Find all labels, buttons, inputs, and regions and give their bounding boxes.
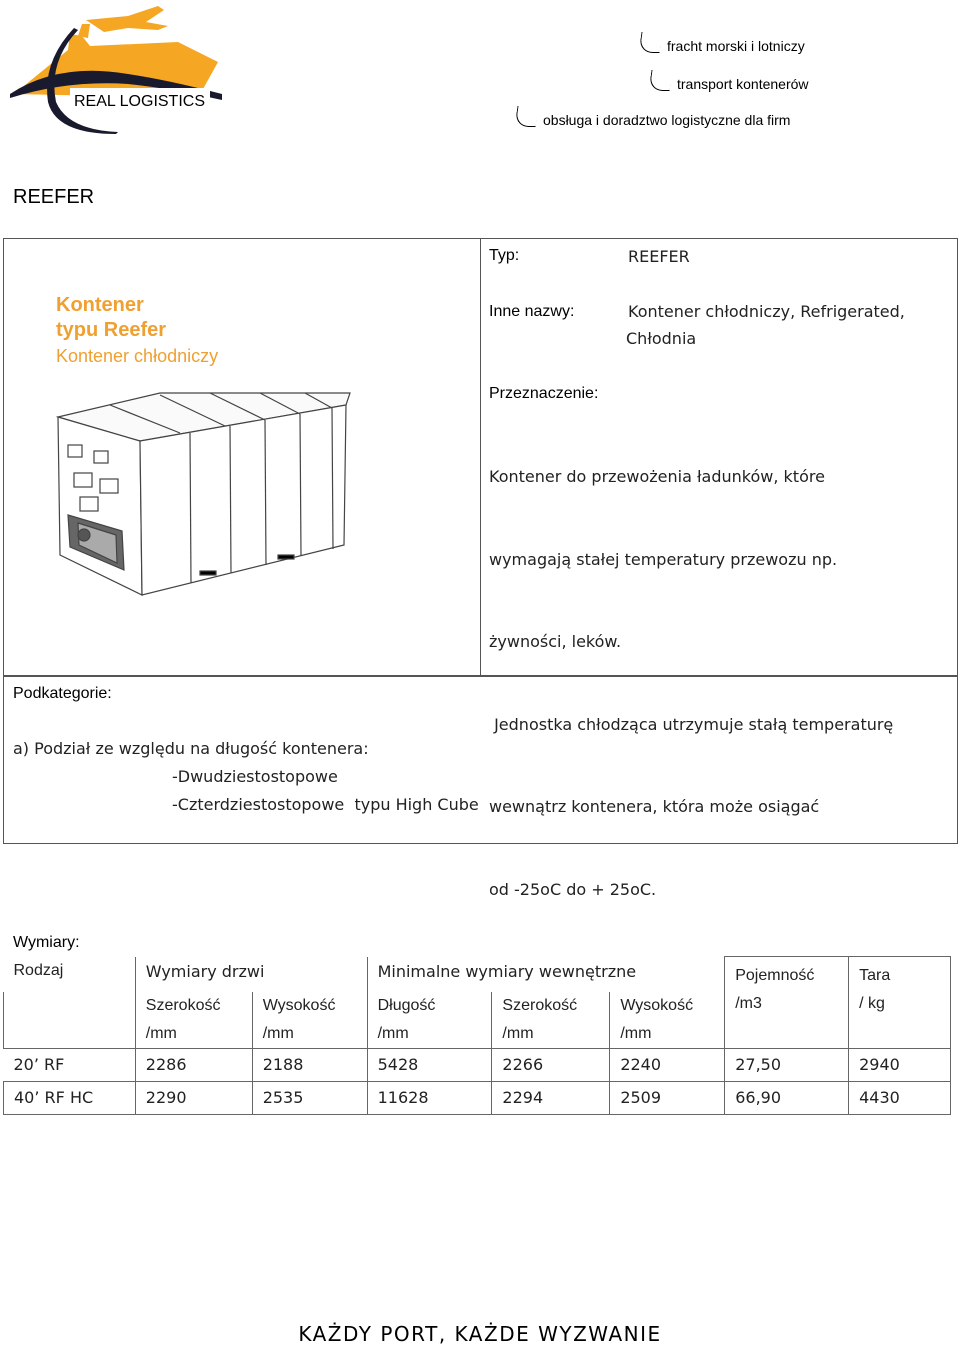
swoosh-icon — [649, 70, 673, 91]
typ-value: REEFER — [628, 247, 690, 266]
swoosh-icon — [515, 106, 539, 127]
cell-tara: 4430 — [849, 1081, 951, 1114]
podkategorie-line-a: a) Podział ze względu na długość kontenera: — [13, 739, 369, 758]
cell-wewn-szerokosc: 2294 — [492, 1081, 610, 1114]
image-title: Kontener typu Reefer — [56, 294, 167, 341]
podkategorie-item-1: -Dwudziestostopowe — [172, 767, 338, 786]
inne-nazwy-label: Inne nazwy: — [489, 303, 575, 320]
cell-drzwi-wysokosc: 2535 — [252, 1081, 367, 1114]
inne-nazwy-value-line1: Kontener chłodniczy, Refrigerated, — [628, 302, 905, 321]
cell-pojemnosc: 66,90 — [725, 1081, 849, 1114]
swoosh-icon — [639, 32, 663, 53]
header-rodzaj: Rodzaj — [4, 957, 136, 992]
reefer-container-illustration — [50, 385, 360, 605]
cell-drzwi-szerokosc: 2290 — [135, 1081, 252, 1114]
przeznaczenie-label: Przeznaczenie: — [489, 385, 599, 402]
service-item-transport: transport kontenerów — [650, 70, 809, 92]
service-item-fracht: fracht morski i lotniczy — [640, 32, 805, 54]
cell-pojemnosc: 27,50 — [725, 1048, 849, 1081]
subheader-wewn-wysokosc: Wysokość /mm — [610, 992, 725, 1049]
header-pojemnosc: Pojemność /m3 — [725, 957, 849, 1049]
podkategorie-item-2: -Czterdziestostopowe typu High Cube — [172, 795, 479, 814]
subheader-empty — [4, 992, 136, 1049]
cell-wewn-wysokosc: 2509 — [610, 1081, 725, 1114]
table-row — [4, 1048, 951, 1081]
info-box-divider — [480, 238, 481, 675]
cell-wewn-szerokosc: 2266 — [492, 1048, 610, 1081]
subheader-wewn-szerokosc: Szerokość /mm — [492, 992, 610, 1049]
cell-dlugosc: 11628 — [367, 1081, 492, 1114]
logo-text: REAL LOGISTICS — [74, 93, 205, 110]
table-header-row — [4, 957, 951, 992]
header-tara: Tara / kg — [849, 957, 951, 1049]
cell-tara: 2940 — [849, 1048, 951, 1081]
cell-wewn-wysokosc: 2240 — [610, 1048, 725, 1081]
subheader-dlugosc: Długość /mm — [367, 992, 492, 1049]
przeznaczenie-text: Kontener do przewożenia ładunków, które wymagają stałej temperatury przewozu np. żywności, leków. Jednostka chłodząca utrzymuje stałą temperaturę wewnątrz kontenera, która może osiągać od -25oC do + 25oC. — [489, 467, 894, 899]
cell-rodzaj: 40’ RF HC — [4, 1081, 136, 1114]
inne-nazwy-value-line2: Chłodnia — [626, 329, 697, 348]
document-title: REEFER — [13, 186, 95, 208]
subheader-drzwi-wysokosc: Wysokość /mm — [252, 992, 367, 1049]
footer-slogan: KAŻDY PORT, KAŻDE WYZWANIE — [298, 1322, 662, 1346]
cell-drzwi-wysokosc: 2188 — [252, 1048, 367, 1081]
dimensions-table — [3, 956, 951, 1115]
header-wymiary-wewnetrzne: Minimalne wymiary wewnętrzne — [367, 957, 725, 992]
image-subtitle: Kontener chłodniczy — [56, 346, 219, 366]
company-logo — [8, 2, 228, 137]
subheader-drzwi-szerokosc: Szerokość /mm — [135, 992, 252, 1049]
podkategorie-label: Podkategorie: — [13, 685, 112, 702]
service-item-doradztwo: obsługa i doradztwo logistyczne dla firm — [516, 106, 790, 128]
wymiary-label: Wymiary: — [13, 934, 80, 951]
cell-dlugosc: 5428 — [367, 1048, 492, 1081]
header-wymiary-drzwi: Wymiary drzwi — [135, 957, 367, 992]
table-row — [4, 1081, 951, 1114]
cell-drzwi-szerokosc: 2286 — [135, 1048, 252, 1081]
podkategorie-box — [3, 675, 958, 844]
typ-label: Typ: — [489, 247, 520, 264]
cell-rodzaj: 20’ RF — [4, 1048, 136, 1081]
